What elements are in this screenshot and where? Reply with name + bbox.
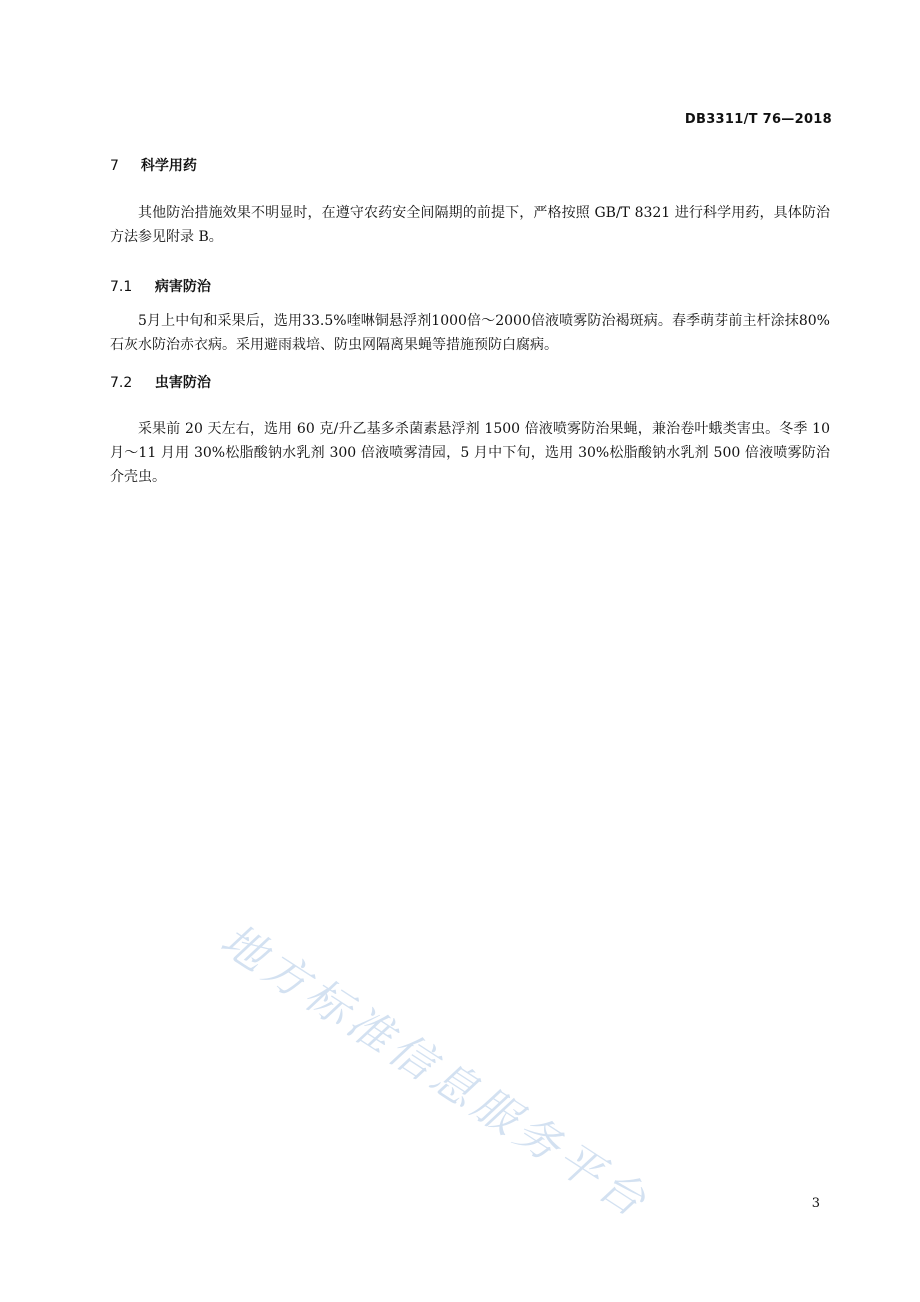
section-7-2-title: 虫害防治 <box>154 375 211 391</box>
section-7-2-number: 7.2 <box>110 375 133 391</box>
section-7-number: 7 <box>110 158 119 174</box>
section-7-paragraph: 其他防治措施效果不明显时，在遵守农药安全间隔期的前提下，严格按照 GB/T 8321 进行科学用药，具体防治方法参见附录 B。 <box>110 205 830 245</box>
document-code: DB3311/T 76—2018 <box>684 112 832 127</box>
section-7-2-heading <box>110 372 211 392</box>
section-7-title: 科学用药 <box>140 158 197 174</box>
section-7-2-paragraph: 采果前 20 天左右，选用 60 克/升乙基多杀菌素悬浮剂 1500 倍液喷雾防治果蝇，兼治卷叶蛾类害虫。冬季 10 月～11 月用 30%松脂酸钠水乳剂 300 倍液喷雾清园，5 月中下旬，选用 30%松脂酸钠水乳剂 500 倍液喷雾防治介壳虫。 <box>110 421 830 485</box>
section-7-1-number: 7.1 <box>110 279 133 295</box>
watermark: 地方标准信息服务平台 <box>211 914 659 1230</box>
section-7-1-paragraph: 5月上中旬和采果后，选用33.5%喹啉铜悬浮剂1000倍～2000倍液喷雾防治褐斑病。春季萌芽前主杆涂抹80%石灰水防治赤衣病。采用避雨栽培、防虫网隔离果蝇等措施预防白腐病。 <box>110 313 830 353</box>
page-number: 3 <box>811 1196 820 1211</box>
section-7-1-title: 病害防治 <box>154 279 211 295</box>
section-7-1-heading <box>110 276 211 296</box>
section-7-heading <box>110 155 197 175</box>
